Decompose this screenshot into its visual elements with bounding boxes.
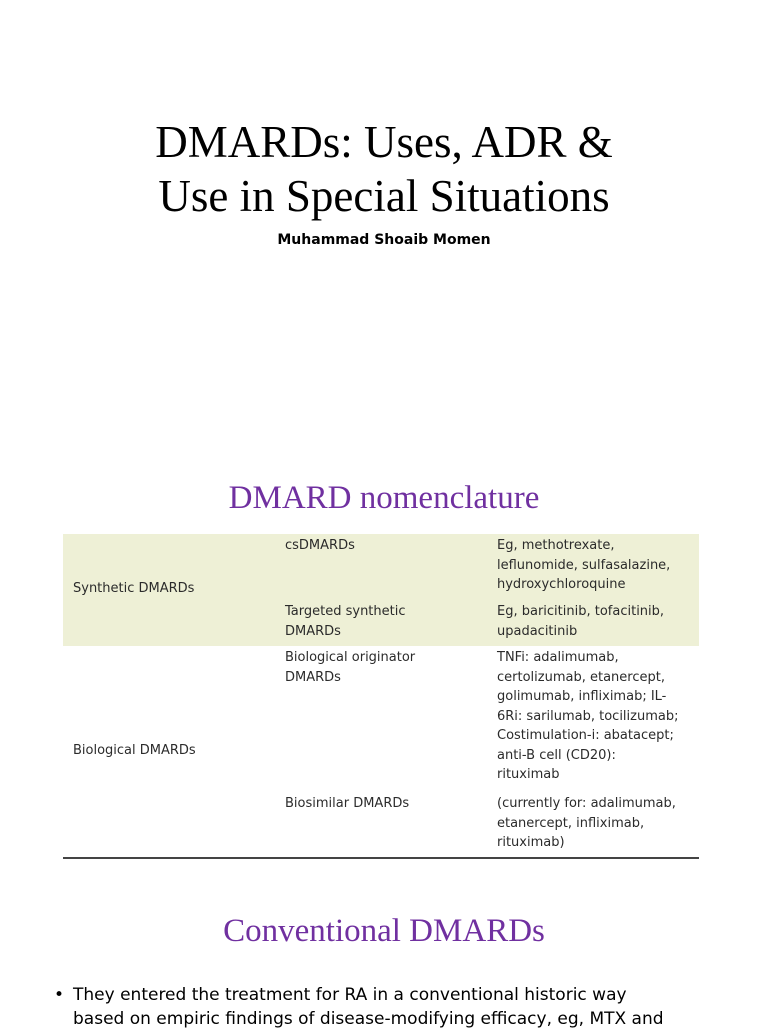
bo-example-line: 6Ri: sarilumab, tocilizumab;: [497, 708, 679, 724]
slide-title: [0, 115, 768, 223]
cs-example-line: hydroxychloroquine: [497, 577, 626, 592]
cs-example-line: Eg, methotrexate,: [497, 538, 615, 553]
nomenclature-heading: DMARD nomenclature: [228, 480, 540, 516]
ts-dmards-type: [285, 602, 485, 641]
nomenclature-table: [63, 534, 699, 862]
bo-example-line: golimumab, infliximab; IL-: [497, 689, 667, 704]
bo-type-line: Biological originator: [285, 650, 416, 665]
ts-type-line: Targeted synthetic: [285, 604, 406, 619]
bo-dmards-type: [285, 648, 485, 687]
bo-example-line: rituximab: [497, 767, 560, 782]
ts-example-line: Eg, baricitinib, tofacitinib,: [497, 604, 665, 619]
ts-type-line: DMARDs: [285, 623, 341, 639]
slide-title-line-1: DMARDs: Uses, ADR &: [155, 117, 613, 167]
bullet-marker: •: [54, 985, 65, 1005]
bo-example-line: TNFi: adalimumab,: [497, 650, 619, 665]
bo-example-line: anti-B cell (CD20):: [497, 747, 616, 763]
conventional-heading: Conventional DMARDs: [223, 913, 545, 949]
bo-example-line: certolizumab, etanercept,: [497, 669, 665, 685]
cs-dmards-examples: [497, 536, 697, 595]
synthetic-group-label: Synthetic DMARDs: [73, 581, 195, 596]
bo-example-line: Costimulation-i: abatacept;: [497, 728, 674, 743]
bs-dmards-examples: [497, 794, 697, 853]
bo-dmards-examples: [497, 648, 697, 785]
table-bottom-rule: [63, 857, 699, 859]
bo-type-line: DMARDs: [285, 669, 341, 685]
ts-dmards-examples: [497, 602, 697, 641]
bs-example-line: (currently for: adalimumab,: [497, 796, 676, 811]
bs-example-line: etanercept, infliximab,: [497, 815, 645, 831]
author-name: Muhammad Shoaib Momen: [277, 232, 491, 248]
bullet-line: based on empiric findings of disease-modifying efficacy, eg, MTX and: [73, 1009, 664, 1029]
ts-example-line: upadacitinib: [497, 623, 578, 639]
bs-example-line: rituximab): [497, 835, 565, 850]
bullet-line: They entered the treatment for RA in a conventional historic way: [73, 985, 627, 1005]
biological-group-label: Biological DMARDs: [73, 743, 196, 758]
cs-example-line: leflunomide, sulfasalazine,: [497, 557, 671, 573]
bs-dmards-type: Biosimilar DMARDs: [285, 796, 410, 811]
cs-dmards-type: csDMARDs: [285, 538, 355, 553]
slide-title-line-2: Use in Special Situations: [158, 171, 610, 221]
